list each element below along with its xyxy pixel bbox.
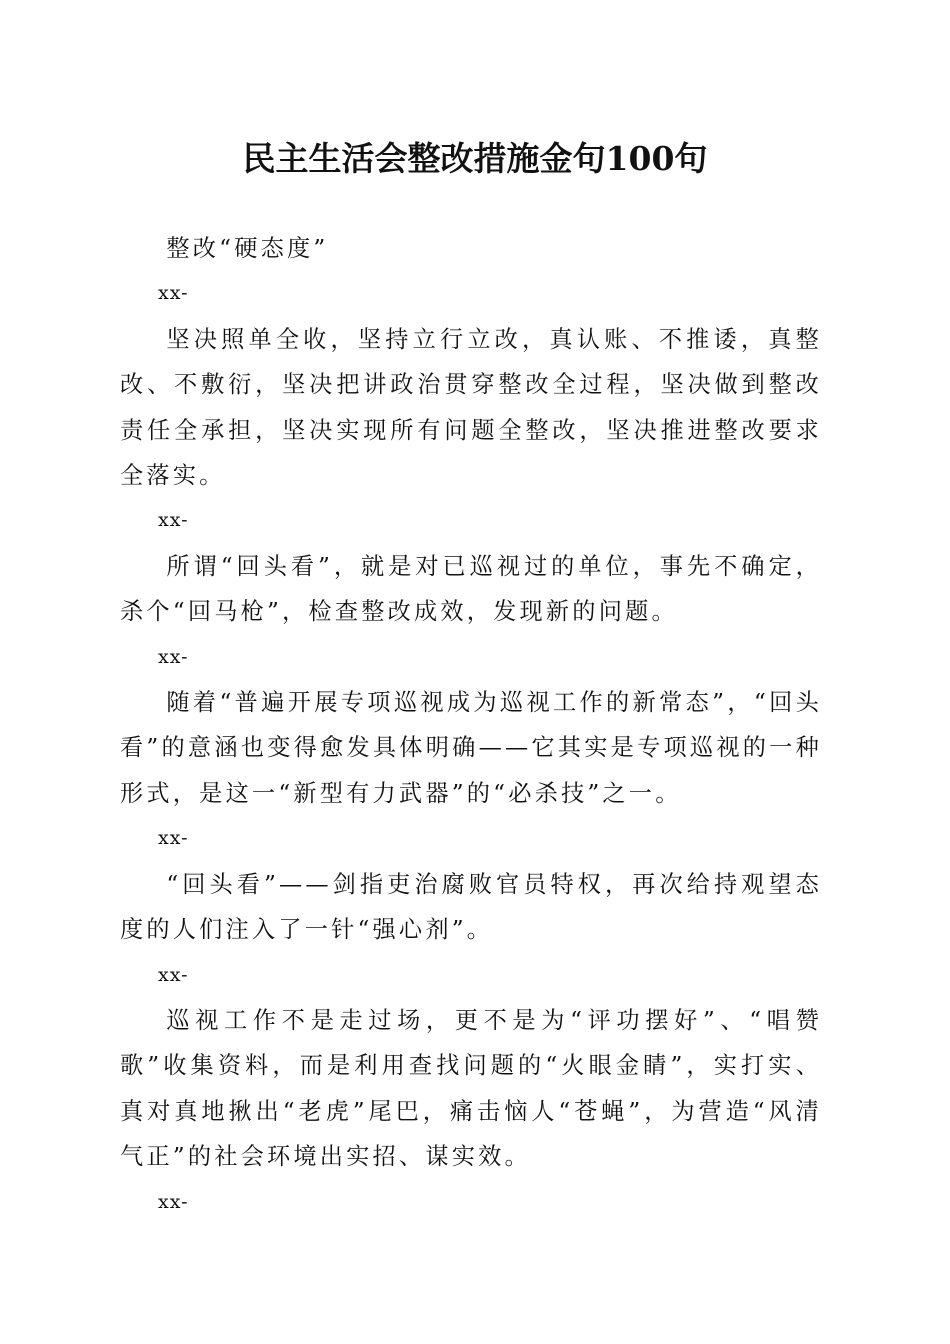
paragraph: 巡视工作不是走过场，更不是为“评功摆好”、“唱赞歌”收集资料，而是利用查找问题的“火眼金睛”，实打实、真对真地揪出“老虎”尾巴，痛击恼人“苍蝇”，为营造“风清气正”的社会环境出实招、谋实效。 <box>120 1006 822 1171</box>
item-marker: xx- <box>158 963 189 986</box>
paragraph: 随着“普遍开展专项巡视成为巡视工作的新常态”，“回头看”的意涵也变得愈发具体明确——它其实是专项巡视的一种形式，是这一“新型有力武器”的“必杀技”之一。 <box>120 689 822 807</box>
paragraph: 坚决照单全收，坚持立行立改，真认账、不推诿，真整改、不敷衍，坚决把讲政治贯穿整改全过程，坚决做到整改责任全承担，坚决实现所有问题全整改，坚决推进整改要求全落实。 <box>120 325 822 490</box>
item-marker: xx- <box>158 1190 189 1213</box>
item-marker: xx- <box>158 282 189 305</box>
item-marker: xx- <box>158 827 189 850</box>
item-marker: xx- <box>158 645 189 668</box>
document-title: 民主生活会整改措施金句100句 <box>242 139 708 178</box>
section-heading: 整改“硬态度” <box>166 235 329 262</box>
item-marker: xx- <box>158 509 189 532</box>
document-body <box>120 226 822 1225</box>
paragraph: 所谓“回头看”，就是对已巡视过的单位，事先不确定，杀个“回马枪”，检查整改成效，发现新的问题。 <box>120 552 822 626</box>
paragraph: “回头看”——剑指吏治腐败官员特权，再次给持观望态度的人们注入了一针“强心剂”。 <box>120 870 822 944</box>
